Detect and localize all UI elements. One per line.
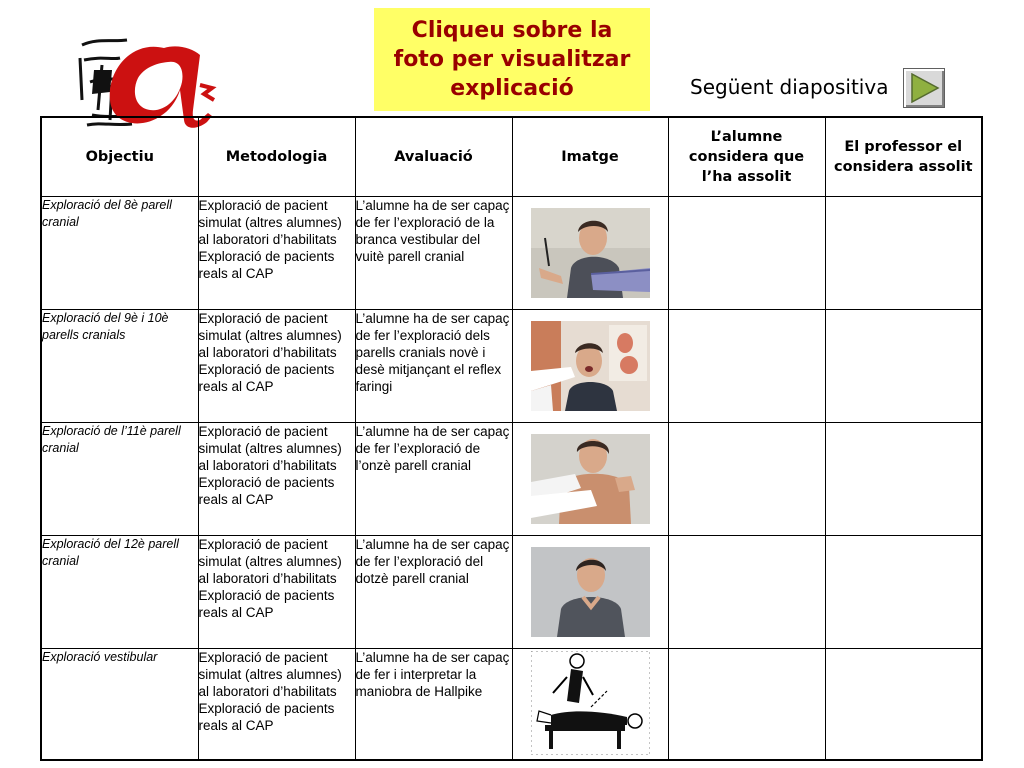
evaluation-cell: L’alumne ha de ser capaç de fer l’exploració dels parells cranials novè i desè mitjançant el reflex faringi — [355, 310, 512, 423]
objective-cell: Exploració de l’11è parell cranial — [41, 423, 198, 536]
methodology-cell: Exploració de pacient simulat (altres alumnes) al laboratori d’habilitats Exploració de pacients reals al CAP — [198, 536, 355, 649]
table-row — [41, 310, 982, 423]
image-cell — [512, 197, 668, 310]
view-explanation-banner[interactable] — [374, 8, 650, 111]
header-objectiu: Objectiu — [41, 117, 198, 197]
student-assessment-cell[interactable] — [668, 536, 825, 649]
header-alumne: L’alumne considera que l’ha assolit — [668, 117, 825, 197]
next-slide-button[interactable] — [903, 68, 945, 108]
methodology-cell: Exploració de pacient simulat (altres alumnes) al laboratori d’habilitats Exploració de pacients reals al CAP — [198, 197, 355, 310]
objective-cell: Exploració del 9è i 10è parells cranials — [41, 310, 198, 423]
teacher-assessment-cell[interactable] — [825, 310, 982, 423]
table-row — [41, 197, 982, 310]
photo-eighth-nerve-exam[interactable] — [531, 208, 650, 298]
evaluation-cell: L’alumne ha de ser capaç de fer l’exploració de l’onzè parell cranial — [355, 423, 512, 536]
photo-gag-reflex-exam[interactable] — [531, 321, 650, 411]
competency-table — [40, 116, 983, 761]
image-cell — [512, 649, 668, 761]
next-slide-label[interactable]: Següent diapositiva — [690, 75, 889, 99]
methodology-cell: Exploració de pacient simulat (altres alumnes) al laboratori d’habilitats Exploració de pacients reals al CAP — [198, 423, 355, 536]
teacher-assessment-cell[interactable] — [825, 536, 982, 649]
drawing-hallpike-maneuver[interactable] — [531, 651, 650, 755]
student-assessment-cell[interactable] — [668, 649, 825, 761]
objective-cell: Exploració del 8è parell cranial — [41, 197, 198, 310]
table-row — [41, 649, 982, 761]
table-row — [41, 536, 982, 649]
header-professor: El professor el considera assolit — [825, 117, 982, 197]
objective-cell: Exploració vestibular — [41, 649, 198, 761]
methodology-cell: Exploració de pacient simulat (altres alumnes) al laboratori d’habilitats Exploració de pacients reals al CAP — [198, 310, 355, 423]
methodology-cell: Exploració de pacient simulat (altres alumnes) al laboratori d’habilitats Exploració de pacients reals al CAP — [198, 649, 355, 761]
evaluation-cell: L’alumne ha de ser capaç de fer l’exploració de la branca vestibular del vuitè parell cranial — [355, 197, 512, 310]
teacher-assessment-cell[interactable] — [825, 649, 982, 761]
image-cell — [512, 310, 668, 423]
student-assessment-cell[interactable] — [668, 423, 825, 536]
play-arrow-icon — [910, 73, 940, 103]
student-assessment-cell[interactable] — [668, 310, 825, 423]
header-imatge: Imatge — [512, 117, 668, 197]
header-avaluacio: Avaluació — [355, 117, 512, 197]
header-row — [41, 117, 982, 197]
photo-twelfth-nerve-exam[interactable] — [531, 547, 650, 637]
evaluation-cell: L’alumne ha de ser capaç de fer l’exploració del dotzè parell cranial — [355, 536, 512, 649]
photo-eleventh-nerve-exam[interactable] — [531, 434, 650, 524]
teacher-assessment-cell[interactable] — [825, 423, 982, 536]
evaluation-cell: L’alumne ha de ser capaç de fer i interpretar la maniobra de Hallpike — [355, 649, 512, 761]
teacher-assessment-cell[interactable] — [825, 197, 982, 310]
table-row — [41, 423, 982, 536]
image-cell — [512, 536, 668, 649]
image-cell — [512, 423, 668, 536]
student-assessment-cell[interactable] — [668, 197, 825, 310]
header-metodologia: Metodologia — [198, 117, 355, 197]
banner-text: Cliqueu sobre la foto per visualitzar explicació — [393, 18, 631, 101]
objective-cell: Exploració del 12è parell cranial — [41, 536, 198, 649]
